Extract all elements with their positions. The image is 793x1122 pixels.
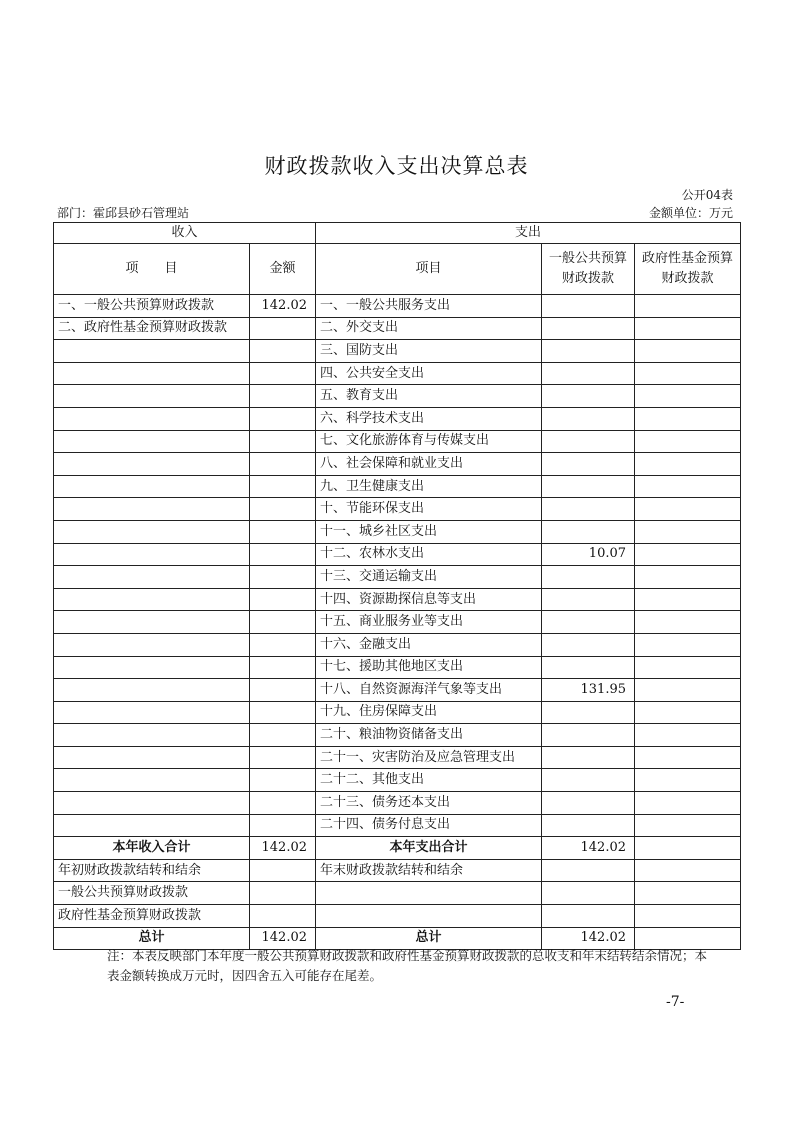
expense-item: 十三、交通运输支出	[316, 566, 542, 589]
expense-fund-amount	[635, 566, 741, 589]
income-amount	[250, 520, 316, 543]
expense-fund-amount	[635, 520, 741, 543]
income-item	[54, 543, 250, 566]
general-budget-header: 一般公共预算财政拨款	[542, 244, 635, 295]
income-amount	[250, 317, 316, 340]
expense-item: 二、外交支出	[316, 317, 542, 340]
carryover-row	[54, 905, 741, 928]
expense-general-amount	[542, 453, 635, 476]
carryover-row	[54, 882, 741, 905]
header-row-2	[54, 244, 741, 295]
table-row	[54, 724, 741, 747]
expense-fund-amount	[635, 543, 741, 566]
table-row	[54, 385, 741, 408]
expense-fund-amount	[635, 453, 741, 476]
expense-item: 十六、金融支出	[316, 633, 542, 656]
expense-item: 八、社会保障和就业支出	[316, 453, 542, 476]
subtotal-row	[54, 837, 741, 860]
expense-total-label: 本年支出合计	[316, 837, 542, 860]
expense-total-label: 总计	[316, 927, 542, 950]
income-amount	[250, 724, 316, 747]
expense-total-fund	[635, 837, 741, 860]
expense-fund-amount	[635, 407, 741, 430]
expense-fund-amount	[635, 859, 741, 882]
expense-fund-amount	[635, 882, 741, 905]
income-amount	[250, 633, 316, 656]
income-total-amount: 142.02	[250, 927, 316, 950]
table-row	[54, 407, 741, 430]
table-row	[54, 701, 741, 724]
table-row	[54, 633, 741, 656]
table-row	[54, 430, 741, 453]
expense-item: 七、文化旅游体育与传媒支出	[316, 430, 542, 453]
expense-fund-amount	[635, 362, 741, 385]
expense-general-amount	[542, 362, 635, 385]
income-item	[54, 633, 250, 656]
expense-fund-amount	[635, 588, 741, 611]
expense-general-amount	[542, 407, 635, 430]
expense-fund-amount	[635, 475, 741, 498]
department-label: 部门：霍邱县砂石管理站	[57, 206, 190, 220]
expense-general-amount	[542, 295, 635, 318]
income-amount	[250, 385, 316, 408]
expense-general-amount	[542, 769, 635, 792]
expense-general-amount	[542, 792, 635, 815]
income-amount	[250, 407, 316, 430]
table-row	[54, 679, 741, 702]
fund-budget-header: 政府性基金预算财政拨款	[635, 244, 741, 295]
expense-general-amount	[542, 882, 635, 905]
income-amount	[250, 453, 316, 476]
table-row	[54, 498, 741, 521]
expense-fund-amount	[635, 679, 741, 702]
expense-item: 一、一般公共服务支出	[316, 295, 542, 318]
expense-item: 年末财政拨款结转和结余	[316, 859, 542, 882]
page-title: 财政拨款收入支出决算总表	[264, 154, 529, 178]
income-amount	[250, 566, 316, 589]
expense-general-amount	[542, 317, 635, 340]
income-amount	[250, 340, 316, 363]
expense-general-amount	[542, 475, 635, 498]
table-row	[54, 453, 741, 476]
income-item: 一般公共预算财政拨款	[54, 882, 250, 905]
expense-fund-amount	[635, 611, 741, 634]
expense-item: 六、科学技术支出	[316, 407, 542, 430]
table-row	[54, 362, 741, 385]
expense-item: 十、节能环保支出	[316, 498, 542, 521]
income-amount	[250, 905, 316, 928]
income-item	[54, 407, 250, 430]
income-item	[54, 340, 250, 363]
income-item	[54, 430, 250, 453]
expense-general-amount: 10.07	[542, 543, 635, 566]
expense-fund-amount	[635, 295, 741, 318]
table-row	[54, 340, 741, 363]
expense-fund-amount	[635, 656, 741, 679]
income-item	[54, 385, 250, 408]
expense-item-header: 项目	[316, 244, 542, 295]
expense-fund-amount	[635, 385, 741, 408]
income-amount	[250, 611, 316, 634]
income-amount	[250, 792, 316, 815]
income-header: 收入	[54, 223, 316, 244]
income-item: 政府性基金预算财政拨款	[54, 905, 250, 928]
table-row	[54, 814, 741, 837]
income-item	[54, 724, 250, 747]
expense-item: 二十三、债务还本支出	[316, 792, 542, 815]
income-amount	[250, 656, 316, 679]
table-row	[54, 317, 741, 340]
expense-fund-amount	[635, 814, 741, 837]
expense-general-amount	[542, 566, 635, 589]
expense-item: 二十四、债务付息支出	[316, 814, 542, 837]
table-row	[54, 543, 741, 566]
expense-fund-amount	[635, 430, 741, 453]
income-amount	[250, 588, 316, 611]
expense-general-amount	[542, 340, 635, 363]
expense-item	[316, 882, 542, 905]
expense-fund-amount	[635, 746, 741, 769]
income-total-label: 总计	[54, 927, 250, 950]
expense-item: 三、国防支出	[316, 340, 542, 363]
footnote: 注：本表反映部门本年度一般公共预算财政拨款和政府性基金预算财政拨款的总收支和年末结转结余情况；本表金额转换成万元时，因四舍五入可能存在尾差。	[107, 948, 708, 983]
income-item-header: 项 目	[54, 244, 250, 295]
expense-fund-amount	[635, 905, 741, 928]
expense-total-general: 142.02	[542, 837, 635, 860]
expense-general-amount	[542, 724, 635, 747]
expense-item: 二十、粮油物资储备支出	[316, 724, 542, 747]
expense-item: 四、公共安全支出	[316, 362, 542, 385]
income-amount: 142.02	[250, 295, 316, 318]
expense-item: 十九、住房保障支出	[316, 701, 542, 724]
expense-general-amount	[542, 859, 635, 882]
expense-fund-amount	[635, 633, 741, 656]
expense-item: 十二、农林水支出	[316, 543, 542, 566]
table-row	[54, 295, 741, 318]
income-item	[54, 498, 250, 521]
income-item	[54, 769, 250, 792]
income-item	[54, 701, 250, 724]
income-amount	[250, 814, 316, 837]
income-item	[54, 520, 250, 543]
header-row-1	[54, 223, 741, 244]
expense-item: 十四、资源勘探信息等支出	[316, 588, 542, 611]
expense-general-amount	[542, 701, 635, 724]
expense-fund-amount	[635, 792, 741, 815]
expense-item: 二十一、灾害防治及应急管理支出	[316, 746, 542, 769]
table-row	[54, 611, 741, 634]
income-item	[54, 566, 250, 589]
income-amount	[250, 746, 316, 769]
table-row	[54, 656, 741, 679]
income-item: 二、政府性基金预算财政拨款	[54, 317, 250, 340]
table-row	[54, 475, 741, 498]
income-amount	[250, 475, 316, 498]
table-row	[54, 769, 741, 792]
income-amount	[250, 859, 316, 882]
expense-general-amount	[542, 498, 635, 521]
expense-general-amount	[542, 633, 635, 656]
income-amount	[250, 362, 316, 385]
income-amount-header: 金额	[250, 244, 316, 295]
expense-general-amount	[542, 814, 635, 837]
unit-label: 金额单位：万元	[648, 206, 733, 220]
income-amount	[250, 498, 316, 521]
expense-item: 二十二、其他支出	[316, 769, 542, 792]
expense-fund-amount	[635, 317, 741, 340]
income-item	[54, 588, 250, 611]
income-item	[54, 792, 250, 815]
expense-item: 十一、城乡社区支出	[316, 520, 542, 543]
income-total-amount: 142.02	[250, 837, 316, 860]
table-row	[54, 792, 741, 815]
expense-item: 十七、援助其他地区支出	[316, 656, 542, 679]
expense-general-amount	[542, 656, 635, 679]
carryover-row	[54, 859, 741, 882]
expense-general-amount: 131.95	[542, 679, 635, 702]
income-amount	[250, 543, 316, 566]
income-item: 一、一般公共预算财政拨款	[54, 295, 250, 318]
income-item	[54, 611, 250, 634]
income-amount	[250, 430, 316, 453]
expense-general-amount	[542, 905, 635, 928]
income-item	[54, 475, 250, 498]
expense-fund-amount	[635, 701, 741, 724]
income-item	[54, 746, 250, 769]
table-row	[54, 566, 741, 589]
income-amount	[250, 882, 316, 905]
income-item	[54, 679, 250, 702]
expense-fund-amount	[635, 340, 741, 363]
income-item	[54, 362, 250, 385]
table-row	[54, 520, 741, 543]
expense-item	[316, 905, 542, 928]
expense-general-amount	[542, 520, 635, 543]
income-item: 年初财政拨款结转和结余	[54, 859, 250, 882]
expense-item: 五、教育支出	[316, 385, 542, 408]
expense-fund-amount	[635, 769, 741, 792]
expense-item: 九、卫生健康支出	[316, 475, 542, 498]
expense-header: 支出	[316, 223, 741, 244]
expense-general-amount	[542, 588, 635, 611]
table-row	[54, 588, 741, 611]
income-item	[54, 814, 250, 837]
income-amount	[250, 679, 316, 702]
expense-item: 十五、商业服务业等支出	[316, 611, 542, 634]
expense-general-amount	[542, 611, 635, 634]
income-total-label: 本年收入合计	[54, 837, 250, 860]
expense-fund-amount	[635, 724, 741, 747]
expense-item: 十八、自然资源海洋气象等支出	[316, 679, 542, 702]
form-number: 公开04表	[681, 188, 733, 202]
expense-general-amount	[542, 746, 635, 769]
income-amount	[250, 701, 316, 724]
expense-total-general: 142.02	[542, 927, 635, 950]
expense-general-amount	[542, 385, 635, 408]
table-row	[54, 746, 741, 769]
expense-general-amount	[542, 430, 635, 453]
expense-fund-amount	[635, 498, 741, 521]
page-number: -7-	[666, 994, 685, 1010]
income-item	[54, 453, 250, 476]
income-amount	[250, 769, 316, 792]
appropriation-table	[53, 222, 741, 950]
income-item	[54, 656, 250, 679]
